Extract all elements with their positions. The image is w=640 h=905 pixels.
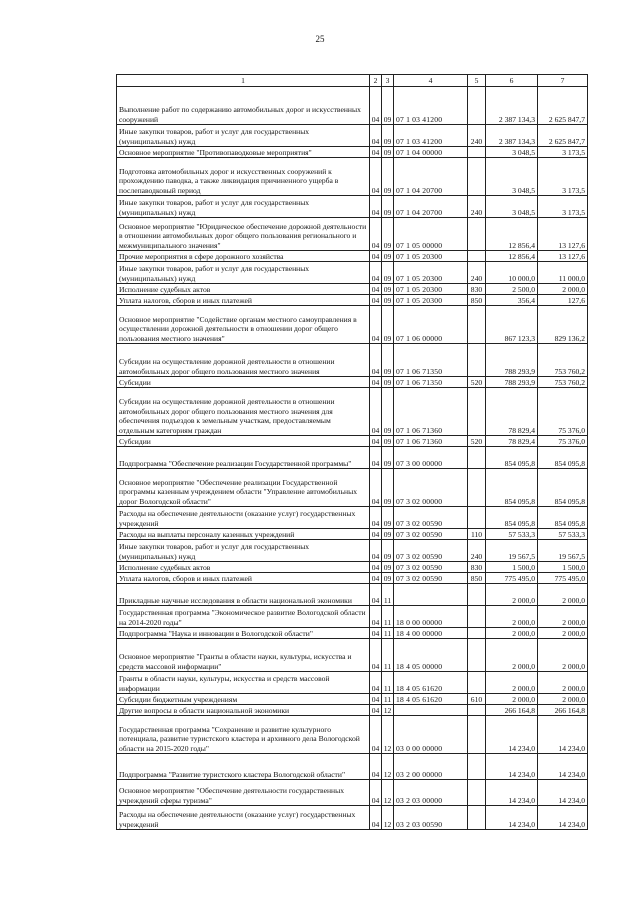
- item-name-cell: Прочие мероприятия в сфере дорожного хозяйства: [117, 251, 370, 262]
- expense-type-cell: 850: [468, 295, 486, 306]
- amount-year2-cell: 3 173,5: [538, 158, 588, 196]
- expense-type-cell: 830: [468, 284, 486, 295]
- table-row: [117, 344, 588, 377]
- expense-type-cell: [468, 344, 486, 377]
- amount-year2-cell: 2 000,0: [538, 639, 588, 672]
- subsection-code-cell: 12: [382, 780, 394, 806]
- target-article-cell: 07 1 06 71360: [394, 388, 468, 436]
- section-code-cell: 04: [370, 147, 382, 158]
- target-article-cell: 07 3 02 00590: [394, 562, 468, 573]
- amount-year1-cell: 854 095,8: [486, 447, 538, 469]
- amount-year2-cell: 2 000,0: [538, 672, 588, 694]
- subsection-code-cell: 09: [382, 158, 394, 196]
- amount-year1-cell: 14 234,0: [486, 806, 538, 830]
- target-article-cell: 07 3 02 00590: [394, 507, 468, 529]
- target-article-cell: 07 1 04 00000: [394, 147, 468, 158]
- table-row: [117, 147, 588, 158]
- table-row: [117, 529, 588, 540]
- subsection-code-cell: 09: [382, 251, 394, 262]
- subsection-code-cell: 09: [382, 295, 394, 306]
- amount-year2-cell: 14 234,0: [538, 806, 588, 830]
- amount-year2-cell: 854 095,8: [538, 469, 588, 507]
- subsection-code-cell: 09: [382, 507, 394, 529]
- item-name-cell: Основное мероприятие "Гранты в области науки, культуры, искусства и средств массовой информации": [117, 639, 370, 672]
- amount-year2-cell: 19 567,5: [538, 540, 588, 562]
- subsection-code-cell: 12: [382, 806, 394, 830]
- target-article-cell: 18 4 05 00000: [394, 639, 468, 672]
- amount-year1-cell: 266 164,8: [486, 705, 538, 716]
- target-article-cell: 03 2 03 00000: [394, 780, 468, 806]
- expense-type-cell: [468, 606, 486, 628]
- item-name-cell: Основное мероприятие "Обеспечение деятельности государственных учреждений сферы туризма": [117, 780, 370, 806]
- section-code-cell: 04: [370, 705, 382, 716]
- table-row: [117, 447, 588, 469]
- expense-type-cell: 830: [468, 562, 486, 573]
- subsection-code-cell: 09: [382, 284, 394, 295]
- amount-year2-cell: 2 625 847,7: [538, 125, 588, 147]
- amount-year1-cell: 19 567,5: [486, 540, 538, 562]
- amount-year1-cell: 2 000,0: [486, 628, 538, 639]
- item-name-cell: Исполнение судебных актов: [117, 284, 370, 295]
- section-code-cell: 04: [370, 529, 382, 540]
- target-article-cell: 07 1 05 20300: [394, 262, 468, 284]
- item-name-cell: Субсидии на осуществление дорожной деятельности в отношении автомобильных дорог общего пользования местного значения для обеспечения подъездов к земельным участкам, предоставляемым отдельным категориям граждан: [117, 388, 370, 436]
- subsection-code-cell: 09: [382, 87, 394, 125]
- table-row: [117, 540, 588, 562]
- target-article-cell: 07 1 05 20300: [394, 251, 468, 262]
- amount-year1-cell: 14 234,0: [486, 754, 538, 780]
- target-article-cell: 07 3 02 00590: [394, 540, 468, 562]
- expense-type-cell: 520: [468, 436, 486, 447]
- expense-type-cell: [468, 639, 486, 672]
- amount-year2-cell: 1 500,0: [538, 562, 588, 573]
- amount-year2-cell: 266 164,8: [538, 705, 588, 716]
- item-name-cell: Расходы на обеспечение деятельности (оказание услуг) государственных учреждений: [117, 806, 370, 830]
- table-row: [117, 562, 588, 573]
- section-code-cell: 04: [370, 806, 382, 830]
- subsection-code-cell: 09: [382, 540, 394, 562]
- item-name-cell: Расходы на выплаты персоналу казенных учреждений: [117, 529, 370, 540]
- amount-year2-cell: 3 173,5: [538, 196, 588, 218]
- amount-year1-cell: 854 095,8: [486, 469, 538, 507]
- table-row: [117, 705, 588, 716]
- table-row: [117, 388, 588, 436]
- target-article-cell: 03 2 00 00000: [394, 754, 468, 780]
- amount-year1-cell: 3 048,5: [486, 196, 538, 218]
- target-article-cell: 07 1 06 71350: [394, 377, 468, 388]
- item-name-cell: Исполнение судебных актов: [117, 562, 370, 573]
- expense-type-cell: [468, 218, 486, 251]
- table-row: [117, 436, 588, 447]
- item-name-cell: Основное мероприятие "Юридическое обеспечение дорожной деятельности в отношении автомобильных дорог общего пользования регионального и межмуниципального значения": [117, 218, 370, 251]
- section-code-cell: 04: [370, 251, 382, 262]
- amount-year1-cell: 867 123,3: [486, 306, 538, 344]
- subsection-code-cell: 11: [382, 672, 394, 694]
- expense-type-cell: [468, 754, 486, 780]
- table-row: [117, 306, 588, 344]
- table-row: [117, 196, 588, 218]
- table-row: [117, 284, 588, 295]
- subsection-code-cell: 09: [382, 388, 394, 436]
- target-article-cell: 18 4 00 00000: [394, 628, 468, 639]
- expense-type-cell: [468, 584, 486, 606]
- expense-type-cell: [468, 251, 486, 262]
- page-number: 25: [315, 34, 325, 44]
- section-code-cell: 04: [370, 672, 382, 694]
- item-name-cell: Субсидии бюджетным учреждениям: [117, 694, 370, 705]
- section-code-cell: 04: [370, 87, 382, 125]
- table-row: [117, 469, 588, 507]
- header-cell: 2: [370, 75, 382, 87]
- amount-year2-cell: 753 760,2: [538, 377, 588, 388]
- amount-year2-cell: 14 234,0: [538, 754, 588, 780]
- amount-year1-cell: 2 500,0: [486, 284, 538, 295]
- item-name-cell: Подготовка автомобильных дорог и искусственных сооружений к прохождению паводка, а также ликвидация причиненного ущерба в послепаводковый период: [117, 158, 370, 196]
- expense-type-cell: [468, 705, 486, 716]
- target-article-cell: [394, 705, 468, 716]
- amount-year2-cell: 3 173,5: [538, 147, 588, 158]
- amount-year2-cell: 14 234,0: [538, 716, 588, 754]
- section-code-cell: 04: [370, 295, 382, 306]
- amount-year2-cell: 2 000,0: [538, 284, 588, 295]
- item-name-cell: Иные закупки товаров, работ и услуг для государственных (муниципальных) нужд: [117, 262, 370, 284]
- item-name-cell: Другие вопросы в области национальной экономики: [117, 705, 370, 716]
- item-name-cell: Уплата налогов, сборов и иных платежей: [117, 295, 370, 306]
- table-row: [117, 780, 588, 806]
- header-cell: 3: [382, 75, 394, 87]
- section-code-cell: 04: [370, 716, 382, 754]
- section-code-cell: 04: [370, 507, 382, 529]
- amount-year1-cell: 1 500,0: [486, 562, 538, 573]
- section-code-cell: 04: [370, 562, 382, 573]
- section-code-cell: 04: [370, 639, 382, 672]
- amount-year2-cell: 775 495,0: [538, 573, 588, 584]
- subsection-code-cell: 09: [382, 306, 394, 344]
- item-name-cell: Государственная программа "Экономическое развитие Вологодской области на 2014-2020 годы": [117, 606, 370, 628]
- table-row: [117, 672, 588, 694]
- section-code-cell: 04: [370, 158, 382, 196]
- header-cell: 5: [468, 75, 486, 87]
- subsection-code-cell: 11: [382, 584, 394, 606]
- item-name-cell: Основное мероприятие "Содействие органам местного самоуправления в осуществлении дорожной деятельности в отношении дорог общего пользования местного значения": [117, 306, 370, 344]
- section-code-cell: 04: [370, 573, 382, 584]
- header-cell: 7: [538, 75, 588, 87]
- table-row: [117, 251, 588, 262]
- table-row: [117, 158, 588, 196]
- amount-year2-cell: 75 376,0: [538, 436, 588, 447]
- target-article-cell: 18 4 05 61620: [394, 672, 468, 694]
- amount-year1-cell: 3 048,5: [486, 147, 538, 158]
- section-code-cell: 04: [370, 344, 382, 377]
- amount-year2-cell: 2 000,0: [538, 628, 588, 639]
- table-row: [117, 716, 588, 754]
- target-article-cell: 07 3 00 00000: [394, 447, 468, 469]
- target-article-cell: 18 0 00 00000: [394, 606, 468, 628]
- section-code-cell: 04: [370, 377, 382, 388]
- target-article-cell: 07 3 02 00590: [394, 573, 468, 584]
- header-cell: 1: [117, 75, 370, 87]
- expense-type-cell: [468, 447, 486, 469]
- amount-year1-cell: 10 000,0: [486, 262, 538, 284]
- expense-type-cell: 110: [468, 529, 486, 540]
- expense-type-cell: [468, 158, 486, 196]
- target-article-cell: 07 1 04 20700: [394, 196, 468, 218]
- table-row: [117, 694, 588, 705]
- item-name-cell: Прикладные научные исследования в области национальной экономики: [117, 584, 370, 606]
- amount-year2-cell: 127,6: [538, 295, 588, 306]
- target-article-cell: 07 1 05 20300: [394, 295, 468, 306]
- amount-year1-cell: 2 000,0: [486, 694, 538, 705]
- amount-year1-cell: 78 829,4: [486, 436, 538, 447]
- subsection-code-cell: 09: [382, 447, 394, 469]
- section-code-cell: 04: [370, 388, 382, 436]
- item-name-cell: Расходы на обеспечение деятельности (оказание услуг) государственных учреждений: [117, 507, 370, 529]
- amount-year1-cell: 788 293,9: [486, 344, 538, 377]
- amount-year1-cell: 2 000,0: [486, 639, 538, 672]
- amount-year1-cell: 2 000,0: [486, 606, 538, 628]
- amount-year1-cell: 14 234,0: [486, 716, 538, 754]
- amount-year1-cell: 78 829,4: [486, 388, 538, 436]
- item-name-cell: Субсидии: [117, 436, 370, 447]
- table-row: [117, 218, 588, 251]
- target-article-cell: 03 2 03 00590: [394, 806, 468, 830]
- expense-type-cell: [468, 306, 486, 344]
- amount-year1-cell: 57 533,3: [486, 529, 538, 540]
- target-article-cell: 07 1 05 00000: [394, 218, 468, 251]
- section-code-cell: 04: [370, 584, 382, 606]
- table-row: [117, 507, 588, 529]
- amount-year1-cell: 14 234,0: [486, 780, 538, 806]
- amount-year2-cell: 57 533,3: [538, 529, 588, 540]
- expense-type-cell: [468, 672, 486, 694]
- table-row: [117, 573, 588, 584]
- amount-year2-cell: 13 127,6: [538, 218, 588, 251]
- section-code-cell: 04: [370, 125, 382, 147]
- subsection-code-cell: 11: [382, 606, 394, 628]
- subsection-code-cell: 11: [382, 628, 394, 639]
- subsection-code-cell: 09: [382, 573, 394, 584]
- section-code-cell: 04: [370, 694, 382, 705]
- expense-type-cell: [468, 628, 486, 639]
- item-name-cell: Уплата налогов, сборов и иных платежей: [117, 573, 370, 584]
- section-code-cell: 04: [370, 218, 382, 251]
- target-article-cell: [394, 584, 468, 606]
- amount-year2-cell: 2 625 847,7: [538, 87, 588, 125]
- subsection-code-cell: 11: [382, 639, 394, 672]
- amount-year2-cell: 13 127,6: [538, 251, 588, 262]
- expense-type-cell: [468, 469, 486, 507]
- subsection-code-cell: 09: [382, 218, 394, 251]
- amount-year1-cell: 356,4: [486, 295, 538, 306]
- subsection-code-cell: 09: [382, 262, 394, 284]
- amount-year1-cell: 12 856,4: [486, 251, 538, 262]
- amount-year1-cell: 2 000,0: [486, 672, 538, 694]
- table-row: [117, 639, 588, 672]
- subsection-code-cell: 09: [382, 436, 394, 447]
- table-header-row: [117, 75, 588, 87]
- expense-type-cell: 240: [468, 125, 486, 147]
- budget-table: [116, 74, 588, 830]
- expense-type-cell: [468, 806, 486, 830]
- table-row: [117, 584, 588, 606]
- table-row: [117, 806, 588, 830]
- item-name-cell: Иные закупки товаров, работ и услуг для государственных (муниципальных) нужд: [117, 540, 370, 562]
- amount-year2-cell: 854 095,8: [538, 507, 588, 529]
- amount-year1-cell: 3 048,5: [486, 158, 538, 196]
- subsection-code-cell: 09: [382, 529, 394, 540]
- item-name-cell: Субсидии: [117, 377, 370, 388]
- item-name-cell: Подпрограмма "Обеспечение реализации Государственной программы": [117, 447, 370, 469]
- item-name-cell: Выполнение работ по содержанию автомобильных дорог и искусственных сооружений: [117, 87, 370, 125]
- target-article-cell: 18 4 05 61620: [394, 694, 468, 705]
- target-article-cell: 07 3 02 00000: [394, 469, 468, 507]
- table-row: [117, 295, 588, 306]
- section-code-cell: 04: [370, 306, 382, 344]
- amount-year2-cell: 2 000,0: [538, 584, 588, 606]
- amount-year1-cell: 854 095,8: [486, 507, 538, 529]
- amount-year2-cell: 753 760,2: [538, 344, 588, 377]
- subsection-code-cell: 09: [382, 344, 394, 377]
- item-name-cell: Гранты в области науки, культуры, искусства и средств массовой информации: [117, 672, 370, 694]
- amount-year1-cell: 2 387 134,3: [486, 87, 538, 125]
- item-name-cell: Государственная программа "Сохранение и развитие культурного потенциала, развитие туристского кластера и архивного дела Вологодской области на 2015-2020 годы": [117, 716, 370, 754]
- section-code-cell: 04: [370, 606, 382, 628]
- amount-year2-cell: 75 376,0: [538, 388, 588, 436]
- subsection-code-cell: 09: [382, 562, 394, 573]
- expense-type-cell: [468, 388, 486, 436]
- table-row: [117, 754, 588, 780]
- expense-type-cell: 520: [468, 377, 486, 388]
- subsection-code-cell: 09: [382, 469, 394, 507]
- section-code-cell: 04: [370, 196, 382, 218]
- expense-type-cell: 850: [468, 573, 486, 584]
- expense-type-cell: 240: [468, 262, 486, 284]
- subsection-code-cell: 12: [382, 705, 394, 716]
- amount-year1-cell: 2 000,0: [486, 584, 538, 606]
- target-article-cell: 07 1 04 20700: [394, 158, 468, 196]
- amount-year2-cell: 14 234,0: [538, 780, 588, 806]
- amount-year1-cell: 12 856,4: [486, 218, 538, 251]
- expense-type-cell: [468, 780, 486, 806]
- target-article-cell: 03 0 00 00000: [394, 716, 468, 754]
- target-article-cell: 07 1 06 71350: [394, 344, 468, 377]
- subsection-code-cell: 12: [382, 716, 394, 754]
- item-name-cell: Подпрограмма "Наука и инновации в Вологодской области": [117, 628, 370, 639]
- amount-year1-cell: 788 293,9: [486, 377, 538, 388]
- amount-year2-cell: 2 000,0: [538, 694, 588, 705]
- subsection-code-cell: 11: [382, 694, 394, 705]
- item-name-cell: Основное мероприятие "Обеспечение реализации Государственной программы казенным учреждением области "Управление автомобильных дорог Вологодской области": [117, 469, 370, 507]
- target-article-cell: 07 1 03 41200: [394, 87, 468, 125]
- table-row: [117, 628, 588, 639]
- amount-year2-cell: 11 000,0: [538, 262, 588, 284]
- expense-type-cell: 240: [468, 540, 486, 562]
- amount-year2-cell: 854 095,8: [538, 447, 588, 469]
- section-code-cell: 04: [370, 540, 382, 562]
- section-code-cell: 04: [370, 436, 382, 447]
- subsection-code-cell: 12: [382, 754, 394, 780]
- subsection-code-cell: 09: [382, 196, 394, 218]
- section-code-cell: 04: [370, 780, 382, 806]
- expense-type-cell: 240: [468, 196, 486, 218]
- section-code-cell: 04: [370, 447, 382, 469]
- section-code-cell: 04: [370, 628, 382, 639]
- section-code-cell: 04: [370, 469, 382, 507]
- item-name-cell: Иные закупки товаров, работ и услуг для государственных (муниципальных) нужд: [117, 196, 370, 218]
- subsection-code-cell: 09: [382, 125, 394, 147]
- target-article-cell: 07 1 05 20300: [394, 284, 468, 295]
- table-row: [117, 262, 588, 284]
- item-name-cell: Иные закупки товаров, работ и услуг для государственных (муниципальных) нужд: [117, 125, 370, 147]
- expense-type-cell: 610: [468, 694, 486, 705]
- amount-year1-cell: 775 495,0: [486, 573, 538, 584]
- amount-year2-cell: 2 000,0: [538, 606, 588, 628]
- table-row: [117, 606, 588, 628]
- target-article-cell: 07 1 03 41200: [394, 125, 468, 147]
- table-row: [117, 87, 588, 125]
- amount-year1-cell: 2 387 134,3: [486, 125, 538, 147]
- table-row: [117, 125, 588, 147]
- target-article-cell: 07 3 02 00590: [394, 529, 468, 540]
- subsection-code-cell: 09: [382, 377, 394, 388]
- item-name-cell: Основное мероприятие "Противопаводковые мероприятия": [117, 147, 370, 158]
- expense-type-cell: [468, 507, 486, 529]
- subsection-code-cell: 09: [382, 147, 394, 158]
- section-code-cell: 04: [370, 754, 382, 780]
- table-row: [117, 377, 588, 388]
- section-code-cell: 04: [370, 284, 382, 295]
- expense-type-cell: [468, 716, 486, 754]
- section-code-cell: 04: [370, 262, 382, 284]
- header-cell: 4: [394, 75, 468, 87]
- item-name-cell: Подпрограмма "Развитие туристского кластера Вологодской области": [117, 754, 370, 780]
- target-article-cell: 07 1 06 00000: [394, 306, 468, 344]
- target-article-cell: 07 1 06 71360: [394, 436, 468, 447]
- header-cell: 6: [486, 75, 538, 87]
- expense-type-cell: [468, 87, 486, 125]
- amount-year2-cell: 829 136,2: [538, 306, 588, 344]
- item-name-cell: Субсидии на осуществление дорожной деятельности в отношении автомобильных дорог общего пользования местного значения: [117, 344, 370, 377]
- expense-type-cell: [468, 147, 486, 158]
